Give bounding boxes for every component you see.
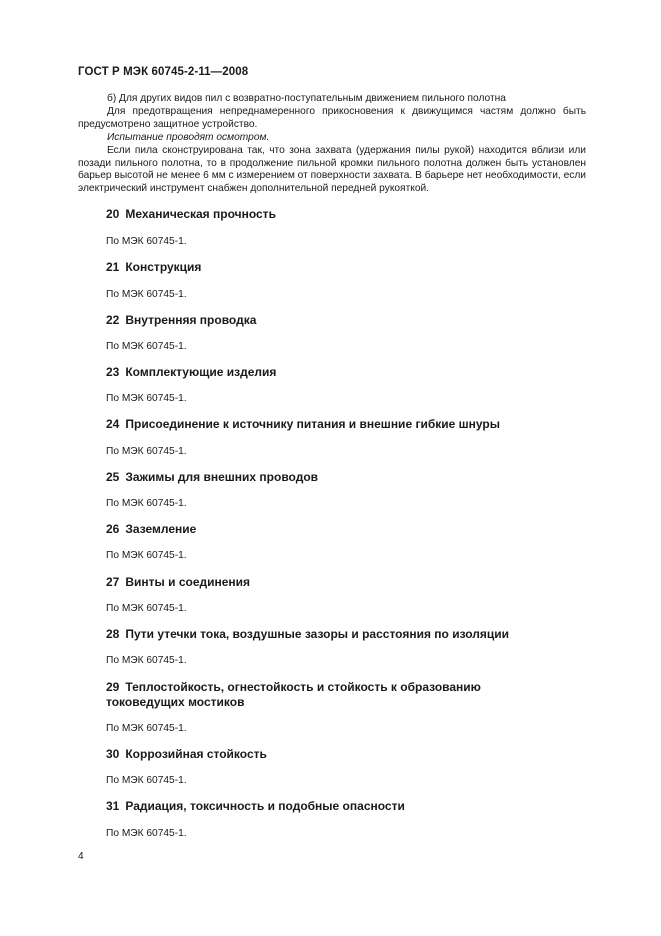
section-number: 22: [106, 313, 120, 327]
section-title: Конструкция: [125, 260, 202, 274]
section-number: 24: [106, 417, 120, 431]
section-reference: По МЭК 60745-1.: [106, 550, 187, 561]
section-number: 27: [106, 575, 120, 589]
section-number: 26: [106, 522, 120, 536]
section-heading-28: [106, 627, 576, 642]
section-reference: По МЭК 60745-1.: [106, 723, 187, 734]
section-title: Внутренняя проводка: [125, 313, 257, 327]
section-reference: По МЭК 60745-1.: [106, 236, 187, 247]
section-heading-21: [106, 260, 576, 275]
section-heading-26: [106, 522, 576, 537]
section-heading-30: [106, 747, 576, 762]
section-title: Коррозийная стойкость: [125, 747, 267, 761]
section-reference: По МЭК 60745-1.: [106, 828, 187, 839]
intro-paragraph: б) Для других видов пил с возвратно-поступательным движением пильного полотна: [107, 93, 506, 104]
section-number: 25: [106, 470, 120, 484]
section-reference: По МЭК 60745-1.: [106, 289, 187, 300]
section-number: 30: [106, 747, 120, 761]
section-number: 29: [106, 680, 120, 694]
section-number: 21: [106, 260, 120, 274]
section-reference: По МЭК 60745-1.: [106, 655, 187, 666]
section-reference: По МЭК 60745-1.: [106, 446, 187, 457]
section-number: 20: [106, 207, 120, 221]
section-title: Механическая прочность: [125, 207, 276, 221]
section-title: Заземление: [125, 522, 197, 536]
intro-paragraph: Для предотвращения непреднамеренного прикосновения к движущимся частям должно быть предусмотрено защитное устройство.: [78, 105, 586, 130]
section-title: Зажимы для внешних проводов: [125, 470, 319, 484]
section-heading-29: [106, 680, 576, 709]
section-heading-24: [106, 417, 576, 432]
section-heading-22: [106, 313, 576, 328]
section-heading-23: [106, 365, 576, 380]
section-number: 28: [106, 627, 120, 641]
section-reference: По МЭК 60745-1.: [106, 393, 187, 404]
section-heading-20: [106, 207, 576, 222]
section-heading-27: [106, 575, 576, 590]
section-title: Комплектующие изделия: [125, 365, 277, 379]
document-header: ГОСТ Р МЭК 60745-2-11—2008: [78, 66, 249, 78]
section-title: Винты и соединения: [125, 575, 251, 589]
section-reference: По МЭК 60745-1.: [106, 341, 187, 352]
section-title-continuation: токоведущих мостиков: [106, 694, 245, 709]
page-number: 4: [78, 851, 84, 862]
intro-paragraph-italic: Испытание проводят осмотром.: [107, 131, 270, 143]
section-heading-31: [106, 799, 576, 814]
section-title: Теплостойкость, огнестойкость и стойкость к образованию: [125, 680, 481, 694]
intro-text: [78, 93, 586, 196]
section-reference: По МЭК 60745-1.: [106, 603, 187, 614]
intro-paragraph: Если пила сконструирована так, что зона захвата (удержания пилы рукой) находится вблизи или позади пильного полотна, то в продолжение пильной кромки пильного полотна должен быть установлен барьер высотой не менее 6 мм с измерением от поверхности захвата. В барьере нет необходимости, если электрический инструмент снабжен дополнительной передней рукояткой.: [78, 144, 586, 195]
section-title: Пути утечки тока, воздушные зазоры и расстояния по изоляции: [125, 627, 510, 641]
section-reference: По МЭК 60745-1.: [106, 498, 187, 509]
section-heading-25: [106, 470, 576, 485]
section-number: 31: [106, 799, 120, 813]
section-number: 23: [106, 365, 120, 379]
section-title: Радиация, токсичность и подобные опасности: [125, 799, 405, 813]
section-reference: По МЭК 60745-1.: [106, 775, 187, 786]
section-title: Присоединение к источнику питания и внешние гибкие шнуры: [125, 417, 500, 431]
